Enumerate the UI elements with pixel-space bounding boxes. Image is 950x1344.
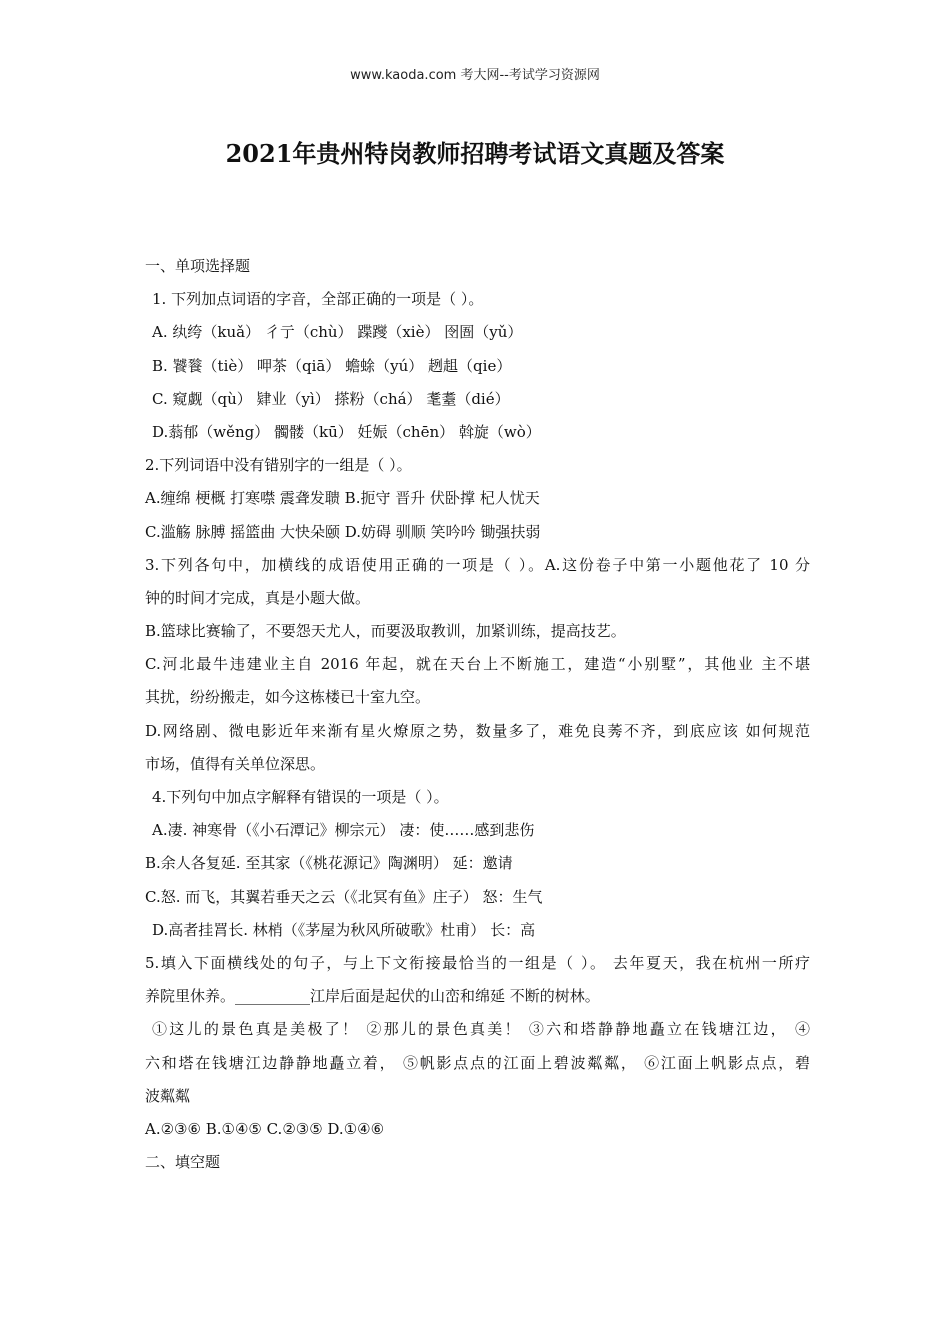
document-body [145,250,810,1179]
text-line: C.滥觞 脉膊 摇篮曲 大快朵颐 D.妨碍 驯顺 笑吟吟 锄强扶弱 [145,522,541,541]
text-line: B.篮球比赛输了，不要怨天尤人，而要汲取教训，加紧训练，提高技艺。 [145,622,626,641]
text-line: B. 饕餮（tiè） 呷茶（qiā） 蟾蜍（yú） 趔趄（qie） [152,356,512,375]
page-header: www.kaoda.com 考大网--考试学习资源网 [350,68,600,83]
text-line: C. 窥觑（qù） 肄业（yì） 搽粉（chá） 耄耋（dié） [152,389,510,408]
text-line: B.余人各复延. 至其家（《桃花源记》陶渊明） 延：邀请 [145,854,513,873]
text-line: 二、填空题 [145,1153,221,1172]
text-line: 其扰，纷纷搬走，如今这栋楼已十室九空。 [145,688,431,707]
text-line: 4.下列句中加点字解释有错误的一项是（ ）。 [152,788,449,806]
text-line: ①这儿的景色真是美极了！ ②那儿的景色真美！ ③六和塔静静地矗立在钱塘江边， ④ [152,1020,810,1039]
text-line: D.网络剧、微电影近年来渐有星火燎原之势，数量多了，难免良莠不齐，到底应该 如何规范 [145,721,810,740]
text-line: 钟的时间才完成，真是小题大做。 [145,588,371,607]
text-line: C.怒. 而飞，其翼若垂天之云（《北冥有鱼》庄子） 怒：生气 [145,887,543,906]
text-line: A.②③⑥ B.①④⑤ C.②③⑤ D.①④⑥ [145,1119,385,1138]
text-line: 一、单项选择题 [145,257,251,275]
document-title: 2021年贵州特岗教师招聘考试语文真题及答案 [225,139,725,168]
text-line: C.河北最牛违建业主自 2016 年起，就在天台上不断施工，建造“小别墅”，其他业 主不堪 [145,655,810,674]
text-line: 3.下列各句中，加横线的成语使用正确的一项是（ ）。A.这份卷子中第一小题他花了 10 分 [145,555,810,574]
text-line: 5.填入下面横线处的句子，与上下文衔接最恰当的一组是（ ）。 去年夏天，我在杭州一所疗 [145,953,810,972]
text-line: A.凄. 神寒骨（《小石潭记》柳宗元） 凄：使……感到悲伤 [152,821,535,840]
text-line: 市场，值得有关单位深思。 [145,754,326,773]
text-line: A.缠绵 梗概 打寒噤 震聋发聩 B.扼守 晋升 伏卧撑 杞人忧天 [145,489,540,508]
text-line: 六和塔在钱塘江边静静地矗立着， ⑤帆影点点的江面上碧波粼粼， ⑥江面上帆影点点，碧 [145,1053,810,1072]
text-line: D.蓊郁（wěng） 髑髅（kū） 妊娠（chēn） 斡旋（wò） [152,422,541,441]
text-line: D.高者挂罥长. 林梢（《茅屋为秋风所破歌》杜甫） 长：高 [152,920,536,939]
text-line: 1. 下列加点词语的字音，全部正确的一项是（ ）。 [152,290,484,309]
text-line: 波粼粼 [145,1086,191,1105]
text-line: 养院里休养。__________江岸后面是起伏的山峦和绵延 不断的树林。 [145,987,600,1006]
text-line: A. 纨绔（kuǎ） 彳亍（chù） 蹀躞（xiè） 囹圄（yǔ） [152,323,523,342]
text-line: 2.下列词语中没有错别字的一组是（ ）。 [145,456,412,475]
